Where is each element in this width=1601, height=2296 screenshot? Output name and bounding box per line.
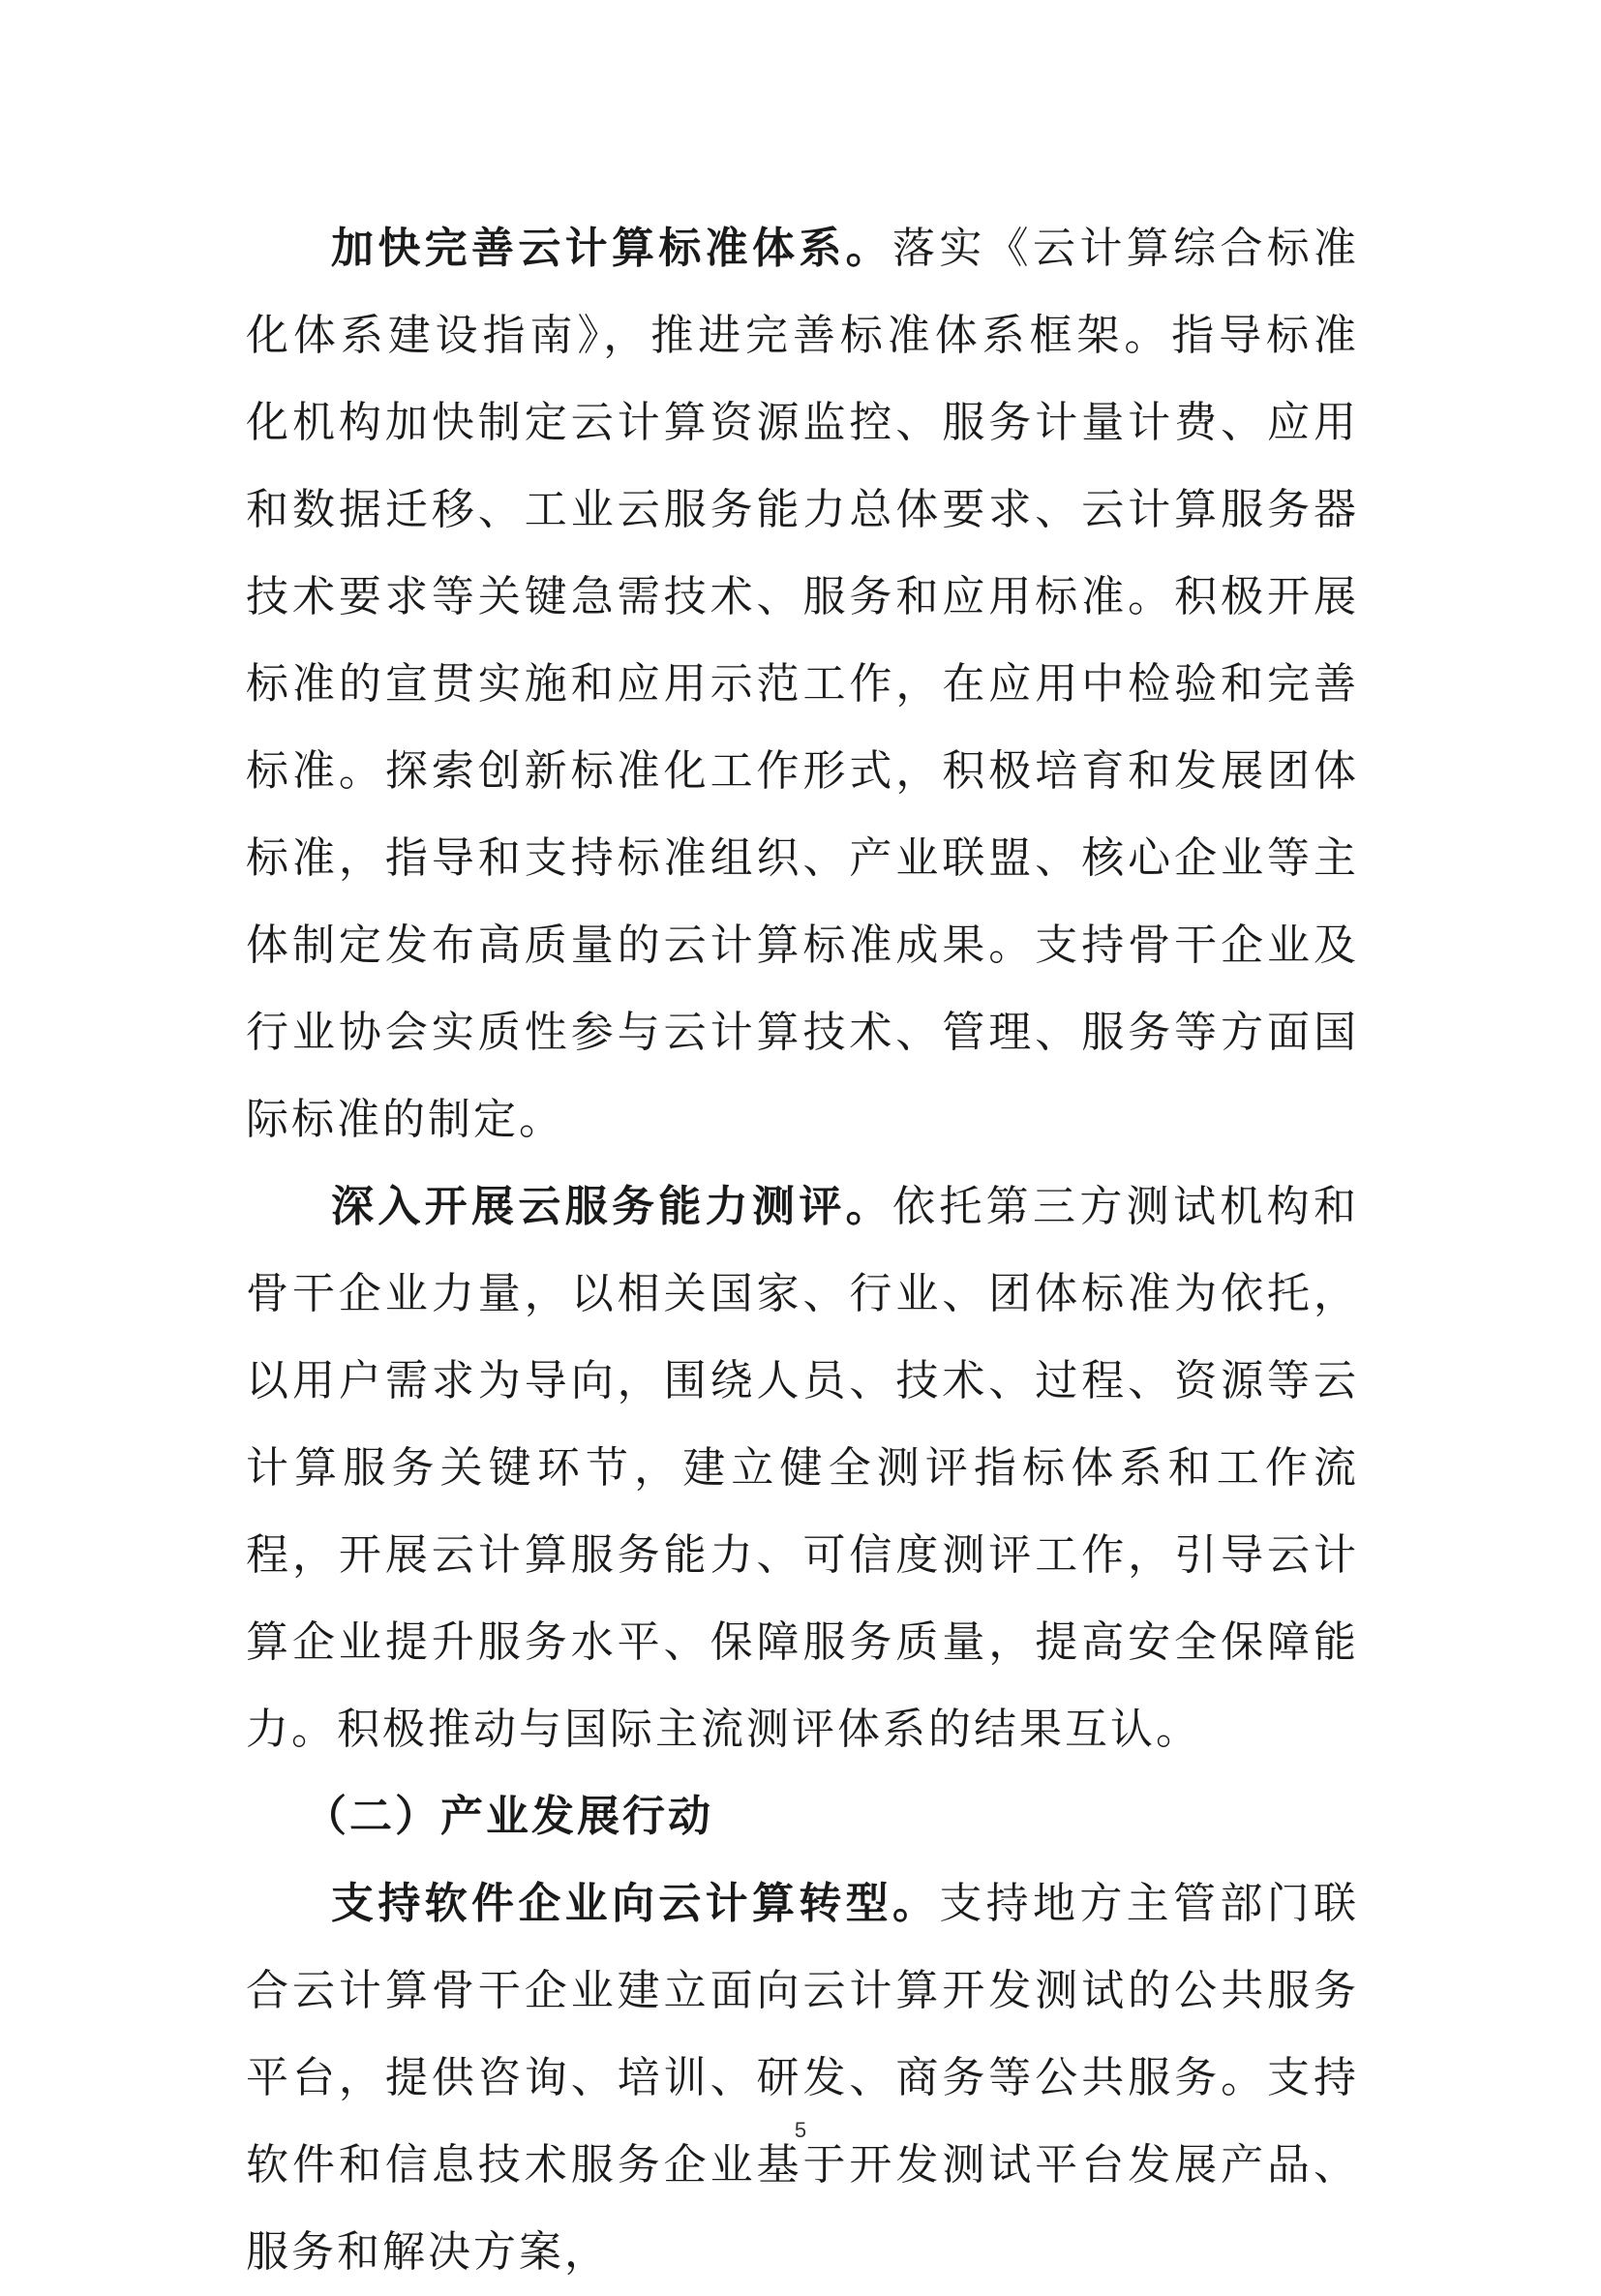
paragraph-evaluation	[246, 1163, 1359, 1773]
paragraph-text: 支持地方主管部门联合云计算骨干企业建立面向云计算开发测试的公共服务平台，提供咨询、培训、研发、商务等公共服务。支持软件和信息技术服务企业基于开发测试平台发展产品、服务和解决方案，	[246, 1879, 1360, 2277]
section-heading: （二）产业发展行动	[304, 1792, 713, 1841]
paragraph-lead: 深入开展云服务能力测评。	[331, 1182, 892, 1231]
paragraph-lead: 支持软件企业向云计算转型。	[331, 1879, 940, 1928]
page-number: 5	[794, 2118, 807, 2142]
paragraph-software-transformation	[246, 1860, 1359, 2296]
paragraph-text: 依托第三方测试机构和骨干企业力量，以相关国家、行业、团体标准为依托，以用户需求为导向，围绕人员、技术、过程、资源等云计算服务关键环节，建立健全测评指标体系和工作流程，开展云计算服务能力、可信度测评工作，引导云计算企业提升服务水平、保障服务质量，提高安全保障能力。积极推动与国际主流测评体系的结果互认。	[246, 1182, 1359, 1754]
paragraph-text: 落实《云计算综合标准化体系建设指南》，推进完善标准体系框架。指导标准化机构加快制定云计算资源监控、服务计量计费、应用和数据迁移、工业云服务能力总体要求、云计算服务器技术要求等关键急需技术、服务和应用标准。积极开展标准的宣贯实施和应用示范工作，在应用中检验和完善标准。探索创新标准化工作形式，积极培育和发展团体标准，指导和支持标准组织、产业联盟、核心企业等主体制定发布高质量的云计算标准成果。支持骨干企业及行业协会实质性参与云计算技术、管理、服务等方面国际标准的制定。	[246, 224, 1359, 1144]
paragraph-lead: 加快完善云计算标准体系。	[331, 224, 892, 273]
paragraph-standards	[246, 205, 1359, 1163]
document-body	[246, 205, 1359, 2296]
